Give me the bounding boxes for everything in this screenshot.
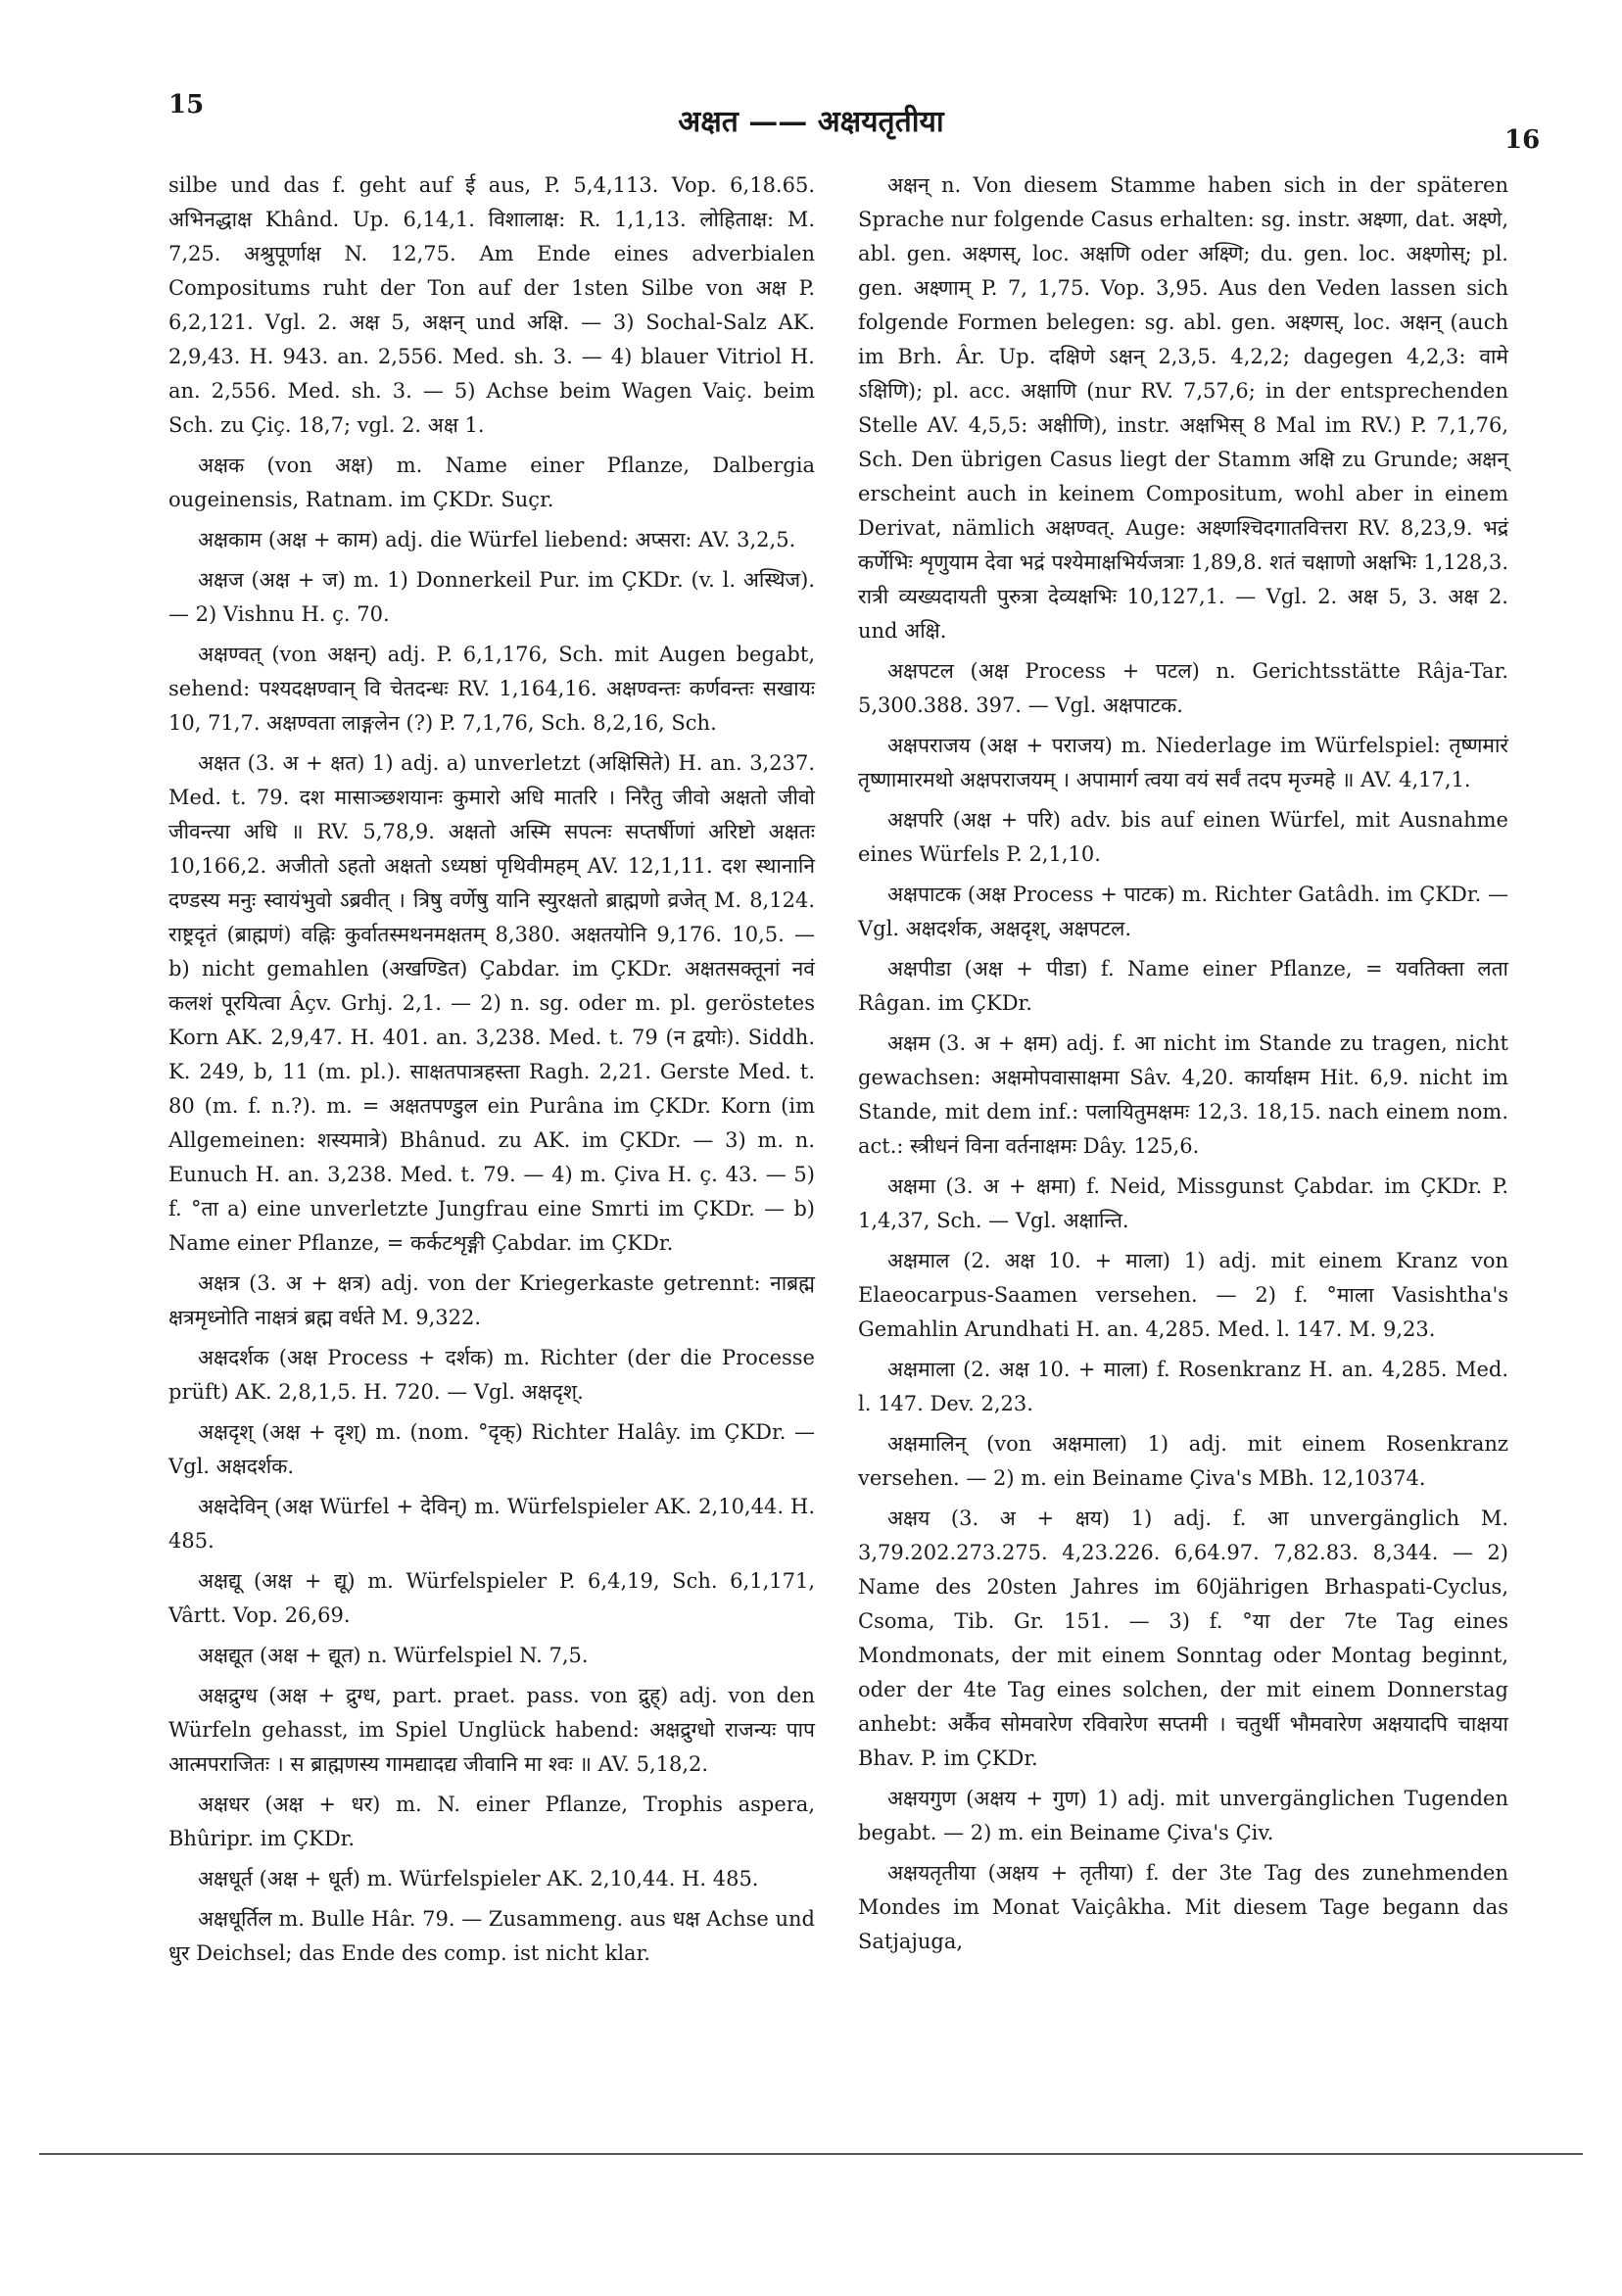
dictionary-entry: अक्षय (3. अ + क्षय) 1) adj. f. आ unvergänglich M. 3,79.202.273.275. 4,23.226. 6,64.97. 7,82.83. 8,344. — 2) Name des 20sten Jahres im 60jährigen Brhaspati-Cyclus, Csoma, Tib. Gr. 151. — 3) f. °या der 7te Tag eines Mondmonats, der mit einem Sonntag oder Montag beginnt, oder der 4te Tag eines solchen, der mit einem Donnerstag anhebt: अर्कैव सोमवारेण रविवारेण सप्तमी । चतुर्थी भौमवारेण अक्षयादपि चाक्षया Bhav. P. im ÇKDr.	[858, 1507, 1508, 1770]
left-column	[168, 168, 815, 1977]
bottom-rule	[39, 2153, 1583, 2155]
dictionary-entry: अक्षत (3. अ + क्षत) 1) adj. a) unverletzt (अक्षिसिते) H. an. 3,237. Med. t. 79. दश मासाञ्छशयानः कुमारो अधि मातरि । निरैतु जीवो अक्षतो जीवो जीवन्त्या अधि ॥ RV. 5,78,9. अक्षतो अस्मि सपत्नः सप्तर्षीणां अरिष्टो अक्षतः 10,166,2. अजीतो ऽहतो अक्षतो ऽध्यष्ठां पृथिवीमहम् AV. 12,1,11. दश स्थानानि दण्डस्य मनुः स्वायंभुवो ऽब्रवीत् । त्रिषु वर्णेषु यानि स्युरक्षतो ब्राह्मणो व्रजेत् M. 8,124. राष्ट्रदृतं (ब्राह्मणं) वह्निः कुर्वातस्मथनमक्षतम् 8,380. अक्षतयोनि 9,176. 10,5. — b) nicht gemahlen (अखण्डित) Çabdar. im ÇKDr. अक्षतसक्तूनां नवं कलशं पूरयित्वा Âçv. Grhj. 2,1. — 2) n. sg. oder m. pl. geröstetes Korn AK. 2,9,47. H. 401. an. 3,238. Med. t. 79 (न द्वयोः). Siddh. K. 249, b, 11 (m. pl.). साक्षतपात्रहस्ता Ragh. 2,21. Gerste Med. t. 80 (m. f. n.?). m. = अक्षतपण्डुल ein Purâna im ÇKDr. Korn (im Allgemeinen: शस्यमात्रे) Bhânud. zu AK. im ÇKDr. — 3) m. n. Eunuch H. an. 3,238. Med. t. 79. — 4) m. Çiva H. ç. 43. — 5) f. °ता a) eine unverletzte Jungfrau eine Smrti im ÇKDr. — b) Name einer Pflanze, = कर्कटशृङ्गी Çabdar. im ÇKDr.	[168, 751, 815, 1255]
dictionary-entry: अक्षद्यू (अक्ष + द्यू) m. Würfelspieler P. 6,4,19, Sch. 6,1,171, Vârtt. Vop. 26,69.	[168, 1569, 815, 1627]
dictionary-entry: अक्षयगुण (अक्षय + गुण) 1) adj. mit unvergänglichen Tugenden begabt. — 2) m. ein Beiname Çiva's Çiv.	[858, 1787, 1508, 1844]
dictionary-entry: अक्षपराजय (अक्ष + पराजय) m. Niederlage im Würfelspiel: तृष्णमारं तृष्णामारमथो अक्षपराजयम् । अपामार्ग त्वया वयं सर्वं तदप मृज्महे ॥ AV. 4,17,1.	[858, 734, 1508, 791]
dictionary-entry: अक्षन् n. Von diesem Stamme haben sich in der späteren Sprache nur folgende Casus erhalten: sg. instr. अक्ष्णा, dat. अक्ष्णे, abl. gen. अक्ष्णस्, loc. अक्षणि oder अक्ष्णि; du. gen. loc. अक्ष्णोस्; pl. gen. अक्ष्णाम् P. 7, 1,75. Vop. 3,95. Aus den Veden lassen sich folgende Formen belegen: sg. abl. gen. अक्ष्णस्, loc. अक्षन् (auch im Brh. Âr. Up. दक्षिणे ऽक्षन् 2,3,5. 4,2,2; dagegen 4,2,3: वामे ऽक्षिणि); pl. acc. अक्षाणि (nur RV. 7,57,6; in der entsprechenden Stelle AV. 4,5,5: अक्षीणि), instr. अक्षभिस् 8 Mal im RV.) P. 7,1,76, Sch. Den übrigen Casus liegt der Stamm अक्षि zu Grunde; अक्षन् erscheint auch in keinem Compositum, wohl aber in einem Derivat, nämlich अक्षण्वत्. Auge: अक्ष्णश्चिदगातवित्तरा RV. 8,23,9. भद्रं कर्णेभिः शृणुयाम देवा भद्रं पश्येमाक्षभिर्यजत्राः 1,89,8. शतं चक्षाणो अक्षभिः 1,128,3. रात्री व्यख्यदायती पुरुत्रा देव्यक्षभिः 10,127,1. — Vgl. 2. अक्ष 5, 3. अक्ष 2. und अक्षि.	[858, 173, 1508, 643]
dictionary-entry: अक्षकाम (अक्ष + काम) adj. die Würfel liebend: अप्सरा: AV. 3,2,5.	[198, 528, 796, 551]
running-header: अक्षत —— अक्षयतृतीया	[678, 105, 944, 139]
dictionary-entry: अक्षद्रुग्ध (अक्ष + द्रुग्ध, part. praet. pass. von द्रुह्) adj. von den Würfeln gehasst, im Spiel Unglück habend: अक्षद्रुग्धो राजन्यः पाप आत्मपराजितः । स ब्राह्मणस्य गामद्यादद्य जीवानि मा श्वः ॥ AV. 5,18,2.	[168, 1684, 815, 1776]
dictionary-entry: अक्षधर (अक्ष + धर) m. N. einer Pflanze, Trophis aspera, Bhûripr. im ÇKDr.	[168, 1793, 815, 1850]
dictionary-entry: अक्षद्यूत (अक्ष + द्यूत) n. Würfelspiel N. 7,5.	[198, 1644, 589, 1667]
dictionary-entry: अक्षदृश् (अक्ष + दृश्) m. (nom. °दृक्) Richter Halây. im ÇKDr. — Vgl. अक्षदर्शक.	[168, 1420, 815, 1478]
dictionary-entry: अक्षत्र (3. अ + क्षत्र) adj. von der Kriegerkaste getrennt: नाब्रह्म क्षत्रमृध्नोति नाक्षत्रं ब्रह्म वर्धते M. 9,322.	[168, 1271, 815, 1329]
dictionary-entry: अक्षपीडा (अक्ष + पीडा) f. Name einer Pflanze, = यवतिक्ता लता Râgan. im ÇKDr.	[858, 957, 1508, 1015]
page-number-left: 15	[168, 90, 205, 120]
dictionary-entry: silbe und das f. geht auf ई aus, P. 5,4,113. Vop. 6,18.65. अभिनद्धाक्ष Khând. Up. 6,14,1. विशालाक्ष: R. 1,1,13. लोहिताक्ष: M. 7,25. अश्रुपूर्णाक्ष N. 12,75. Am Ende eines adverbialen Compositums ruht der Ton auf der 1sten Silbe von अक्ष P. 6,2,121. Vgl. 2. अक्ष 5, अक्षन् und अक्षि. — 3) Sochal-Salz AK. 2,9,43. H. 943. an. 2,556. Med. sh. 3. — 4) blauer Vitriol H. an. 2,556. Med. sh. 3. — 5) Achse beim Wagen Vaiç. beim Sch. zu Çiç. 18,7; vgl. 2. अक्ष 1.	[168, 173, 815, 437]
dictionary-entry: अक्षण्वत् (von अक्षन्) adj. P. 6,1,176, Sch. mit Augen begabt, sehend: पश्यदक्षण्वान् वि चेतदन्धः RV. 1,164,16. अक्षण्वन्तः कर्णवन्तः सखायः 10, 71,7. अक्षण्वता लाङ्गलेन (?) P. 7,1,76, Sch. 8,2,16, Sch.	[168, 643, 815, 735]
dictionary-entry: अक्षपाटक (अक्ष Process + पाटक) m. Richter Gatâdh. im ÇKDr. — Vgl. अक्षदर्शक, अक्षदृश्, अक्षपटल.	[858, 883, 1508, 940]
dictionary-entry: अक्षधूर्तिल m. Bulle Hâr. 79. — Zusammeng. aus धक्ष Achse und धुर Deichsel; das Ende des comp. ist nicht klar.	[168, 1907, 815, 1965]
dictionary-entry: अक्षज (अक्ष + ज) m. 1) Donnerkeil Pur. im ÇKDr. (v. l. अस्थिज). — 2) Vishnu H. ç. 70.	[168, 568, 815, 626]
dictionary-entry: अक्षदर्शक (अक्ष Process + दर्शक) m. Richter (der die Processe prüft) AK. 2,8,1,5. H. 720. — Vgl. अक्षदृश्.	[168, 1346, 815, 1404]
right-column	[858, 168, 1508, 1965]
page-number-right: 16	[1504, 125, 1541, 155]
dictionary-entry: अक्षयतृतीया (अक्षय + तृतीया) f. der 3te Tag des zunehmenden Mondes im Monat Vaiçâkha. Mit diesem Tage begann das Satjajuga,	[858, 1861, 1508, 1953]
dictionary-entry: अक्षपरि (अक्ष + परि) adv. bis auf einen Würfel, mit Ausnahme eines Würfels P. 2,1,10.	[858, 808, 1508, 866]
dictionary-entry: अक्षम (3. अ + क्षम) adj. f. आ nicht im Stande zu tragen, nicht gewachsen: अक्षमोपवासाक्षमा Sâv. 4,20. कार्याक्षम Hit. 6,9. nicht im Stande, mit dem inf.: पलायितुमक्षमः 12,3. 18,15. nach einem nom. act.: स्त्रीधनं विना वर्तनाक्षमः Dây. 125,6.	[858, 1031, 1508, 1158]
dictionary-entry: अक्षक (von अक्ष) m. Name einer Pflanze, Dalbergia ougeinensis, Ratnam. im ÇKDr. Suçr.	[168, 454, 815, 511]
dictionary-entry: अक्षमालिन् (von अक्षमाला) 1) adj. mit einem Rosenkranz versehen. — 2) m. ein Beiname Çiva's MBh. 12,10374.	[858, 1432, 1508, 1490]
dictionary-entry: अक्षमाला (2. अक्ष 10. + माला) f. Rosenkranz H. an. 4,285. Med. l. 147. Dev. 2,23.	[858, 1358, 1508, 1415]
dictionary-entry: अक्षदेविन् (अक्ष Würfel + देविन्) m. Würfelspieler AK. 2,10,44. H. 485.	[168, 1495, 815, 1553]
dictionary-entry: अक्षपटल (अक्ष Process + पटल) n. Gerichtsstätte Râja-Tar. 5,300.388. 397. — Vgl. अक्षपाटक.	[858, 659, 1508, 717]
dictionary-entry: अक्षधूर्त (अक्ष + धूर्त) m. Würfelspieler AK. 2,10,44. H. 485.	[198, 1867, 759, 1890]
dictionary-entry: अक्षमा (3. अ + क्षमा) f. Neid, Missgunst Çabdar. im ÇKDr. P. 1,4,37, Sch. — Vgl. अक्षान्ति.	[858, 1174, 1508, 1232]
dictionary-entry: अक्षमाल (2. अक्ष 10. + माला) 1) adj. mit einem Kranz von Elaeocarpus-Saamen versehen. — 2) f. °माला Vasishtha's Gemahlin Arundhati H. an. 4,285. Med. l. 147. M. 9,23.	[858, 1249, 1508, 1341]
